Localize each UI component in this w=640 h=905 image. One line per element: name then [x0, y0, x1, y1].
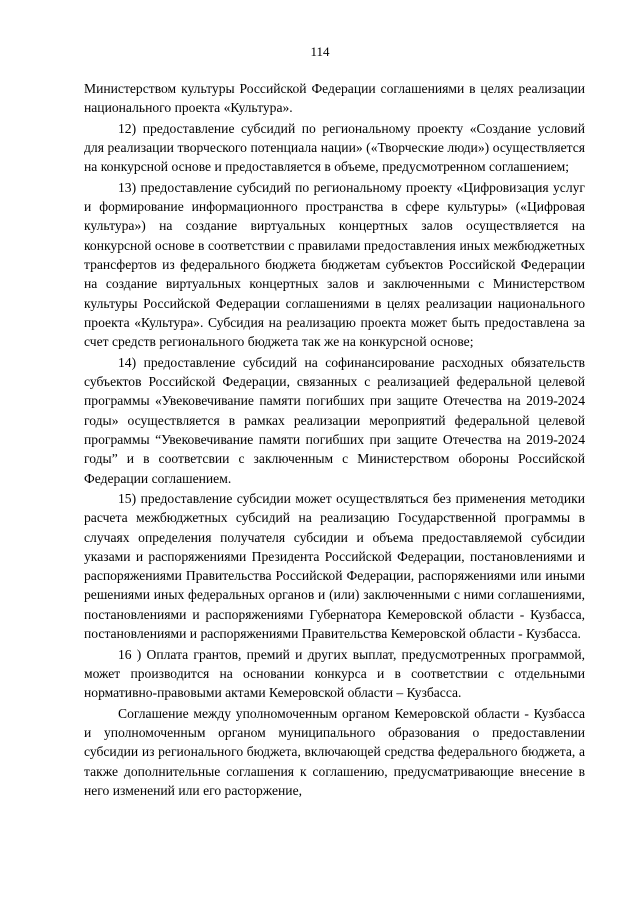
document-body	[84, 79, 585, 801]
paragraph-item-13: 13) предоставление субсидий по региональному проекту «Цифровизация услуг и формирование информационного пространства в сфере культуры» («Цифровая культура») на создание виртуальных концертных залов осуществляется на конкурсной основе в соответствии с правилами предоставления иных межбюджетных трансфертов из федерального бюджета бюджетам субъектов Российской Федерации на создание виртуальных концертных залов и заключенными с Министерством культуры Российской Федерации соглашениями в целях реализации национального проекта «Культура». Субсидия на реализацию проекта может быть предоставлена за счет средств регионального бюджета так же на конкурсной основе;	[84, 179, 585, 350]
paragraph-continuation: Министерством культуры Российской Федерации соглашениями в целях реализации национального проекта «Культура».	[84, 81, 585, 116]
paragraph-item-12: 12) предоставление субсидий по региональному проекту «Создание условий для реализации творческого потенциала нации» («Творческие люди») осуществляется на конкурсной основе и предоставляется в объеме, предусмотренном соглашением;	[84, 120, 585, 175]
paragraph-item-16: 16 ) Оплата грантов, премий и других выплат, предусмотренных программой, может производится на основании конкурса и в соответствии с отдельными нормативно-правовыми актами Кемеровской области – Кузбасса.	[84, 646, 585, 701]
paragraph-item-15: 15) предоставление субсидии может осуществляться без применения методики расчета межбюджетных субсидий на реализацию Государственной программы в случаях определения получателя субсидии и объема предоставляемой субсидии указами и распоряжениями Президента Российской Федерации, постановлениями и распоряжениями Правительства Российской Федерации, распоряжениями или иными решениями иных федеральных органов и (или) заключенными с ними соглашениями, постановлениями и распоряжениями Губернатора Кемеровской области - Кузбасса, постановлениями и распоряжениями Правительства Кемеровской области - Кузбасса.	[84, 490, 585, 642]
paragraph-agreement: Соглашение между уполномоченным органом Кемеровской области - Кузбасса и уполномоченным органом муниципального образования о предоставлении субсидии из регионального бюджета, включающей средства федерального бюджета, а также дополнительные соглашения к соглашению, предусматривающие внесение в него изменений или его расторжение,	[84, 705, 585, 798]
paragraph-item-14: 14) предоставление субсидий на софинансирование расходных обязательств субъектов Российской Федерации, связанных с реализацией федеральной целевой программы «Увековечивание памяти погибших при защите Отечества на 2019-2024 годы» осуществляется в рамках реализации мероприятий федеральной целевой программы “Увековечивание памяти погибших при защите Отечества на 2019-2024 годы” и в соответсвии с заключенным с Министерством обороны Российской Федерации соглашением.	[84, 354, 585, 486]
page-number: 114	[310, 44, 330, 59]
